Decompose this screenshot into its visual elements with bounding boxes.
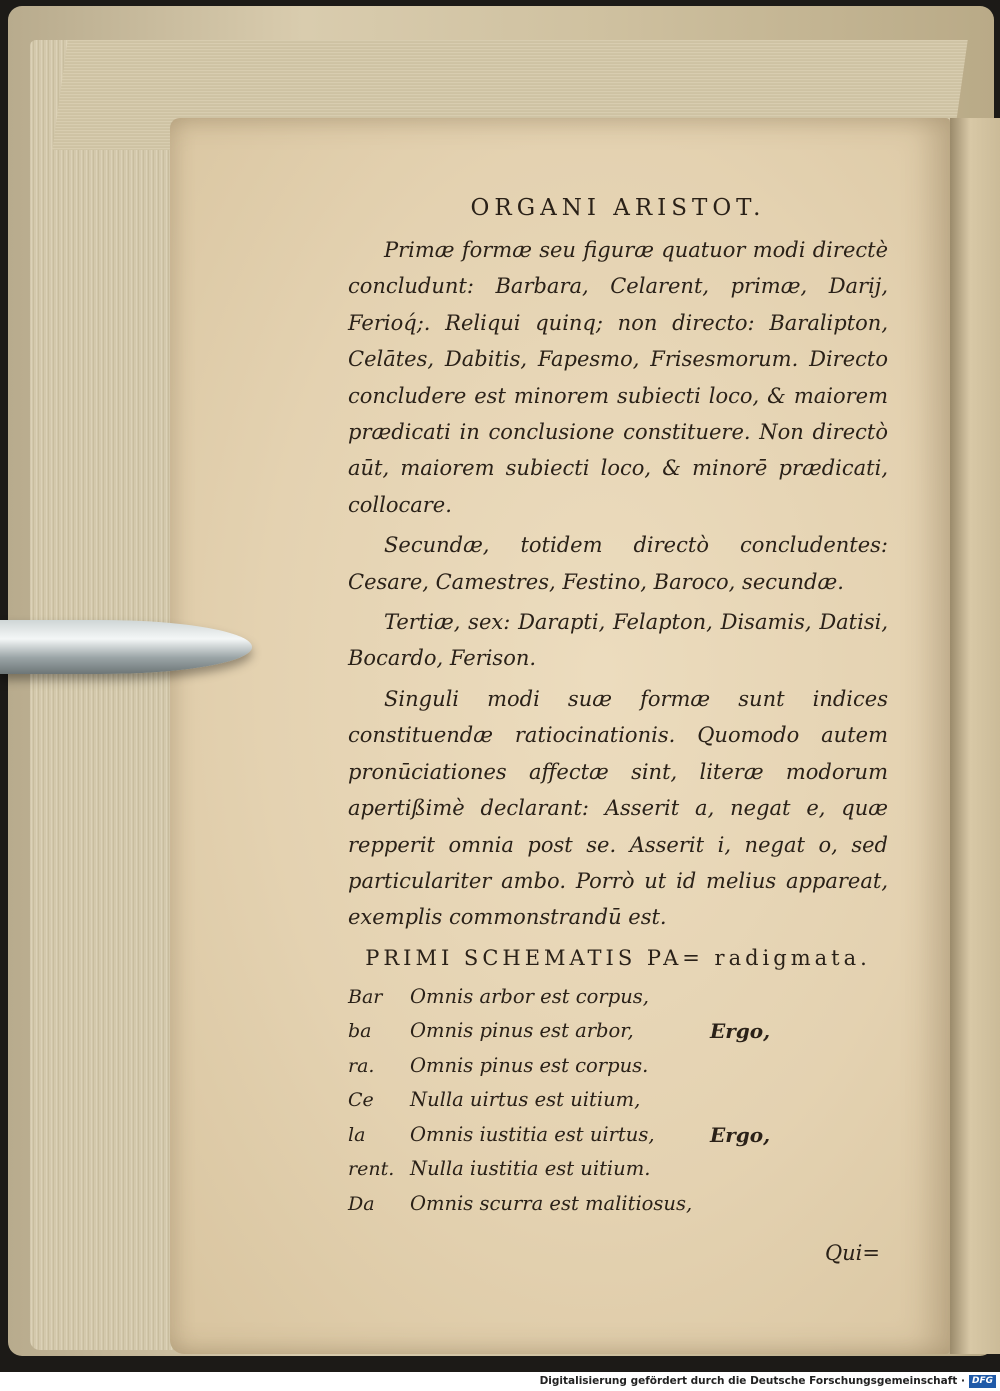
facing-page-edge (950, 118, 1000, 1354)
footer-text: Digitalisierung gefördert durch die Deutsche Forschungsgemeinschaft · (539, 1375, 965, 1387)
mood-syllable: Bar (348, 985, 383, 1008)
example-row (348, 1187, 888, 1222)
proposition: Omnis pinus est arbor, (410, 1019, 634, 1043)
proposition: Omnis pinus est corpus. (410, 1053, 649, 1077)
proposition: Omnis arbor est corpus, (410, 984, 649, 1008)
example-row (348, 1049, 888, 1084)
catchword: Qui= (824, 1241, 880, 1266)
example-row (348, 1014, 888, 1049)
funding-footer (0, 1372, 1000, 1391)
mood-syllable: ba (348, 1020, 372, 1043)
mood-syllable: la (348, 1123, 366, 1146)
running-head: ORGANI ARISTOT. (470, 195, 766, 221)
example-row (348, 1118, 888, 1153)
ergo-label: Ergo, (710, 1122, 771, 1147)
page-edges-side (30, 40, 190, 1350)
syllogism-examples (348, 980, 888, 1222)
example-row (348, 1083, 888, 1118)
proposition: Omnis scurra est malitiosus, (410, 1191, 693, 1215)
example-row (348, 980, 888, 1015)
proposition: Nulla iustitia est uitium. (410, 1157, 651, 1181)
example-row (348, 1152, 888, 1187)
ergo-label: Ergo, (710, 1019, 771, 1044)
section-title: PRIMI SCHEMATIS PA= radigmata. (365, 945, 871, 970)
page-text (348, 190, 888, 1272)
proposition: Nulla uirtus est uitium, (410, 1088, 641, 1112)
paragraph-2: Secundæ, totidem directò concludentes: Cesare, Camestres, Festino, Baroco, secundæ. (348, 533, 888, 594)
dfg-logo: DFG (969, 1375, 996, 1388)
mood-syllable: ra. (348, 1054, 375, 1077)
mood-syllable: rent. (348, 1158, 395, 1181)
paragraph-4: Singuli modi suæ formæ sunt indices constituendæ ratiocinationis. Quomodo autem pronūciationes affectæ sint, literæ modorum apertißimè declarant: Asserit a, negat e, quæ repperit omnia post se. Asserit i, negat o, sed particulariter ambo. Porrò ut id melius appareat, exemplis commonstrandū est. (348, 686, 888, 930)
paragraph-3: Tertiæ, sex: Darapti, Felapton, Disamis, Datisi, Bocardo, Ferison. (348, 610, 888, 671)
paragraph-1: Primæ formæ seu figuræ quatuor modi directè concludunt: Barbara, Celarent, primæ, Darij, Ferioq́;. Reliqui quinq; non directo: Baralipton, Celātes, Dabitis, Fapesmo, Frisesmorum. Directo concludere est minorem subiecti loco, & maiorem prædicati in conclusione constituere. Non directò aūt, maiorem subiecti loco, & minorē prædicati, collocare. (348, 238, 888, 517)
proposition: Omnis iustitia est uirtus, (410, 1122, 655, 1146)
mood-syllable: Da (348, 1192, 375, 1215)
mood-syllable: Ce (348, 1089, 374, 1112)
